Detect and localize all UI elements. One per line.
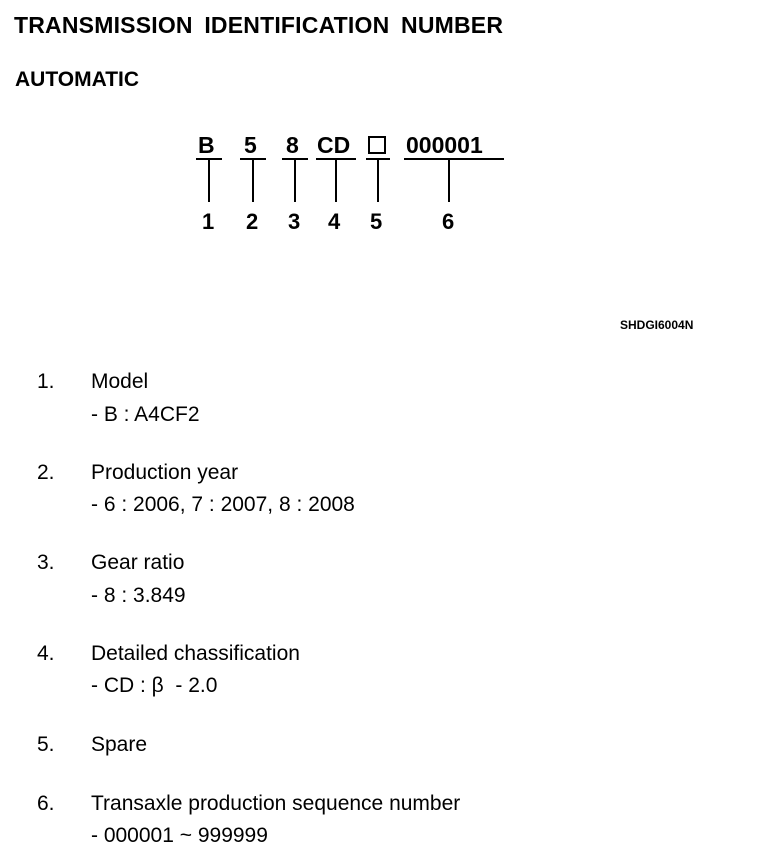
item-title-1: Model [91, 370, 149, 393]
item-title-4: Detailed chassification [91, 642, 300, 665]
underline-6 [404, 158, 504, 160]
code-char-model: B [198, 132, 215, 158]
code-number-3: 3 [288, 209, 301, 234]
item-number-6: 6. [37, 792, 55, 815]
item-title-6: Transaxle production sequence number [91, 792, 461, 815]
item-title-3: Gear ratio [91, 551, 185, 574]
code-char-year: 5 [244, 132, 257, 158]
connector-3 [294, 160, 296, 202]
item-number-3: 3. [37, 551, 55, 574]
item-title-2: Production year [91, 461, 239, 484]
code-number-6: 6 [442, 209, 455, 234]
code-char-gear: 8 [286, 132, 299, 158]
item-number-1: 1. [37, 370, 55, 393]
section-subtitle: AUTOMATIC [15, 68, 140, 91]
item-detail-6: - 000001 ~ 999999 [91, 824, 268, 847]
code-number-5: 5 [370, 209, 383, 234]
connector-1 [208, 160, 210, 202]
connector-4 [335, 160, 337, 202]
item-detail-1: - B : A4CF2 [91, 403, 200, 426]
code-number-1: 1 [202, 209, 215, 234]
figure-id: SHDGI6004N [620, 318, 694, 332]
spare-box-icon [368, 136, 386, 154]
item-number-5: 5. [37, 733, 55, 756]
page-title: TRANSMISSION IDENTIFICATION NUMBER [14, 12, 504, 38]
code-number-4: 4 [328, 209, 341, 234]
item-number-4: 4. [37, 642, 55, 665]
code-number-2: 2 [246, 209, 259, 234]
code-char-sequence: 000001 [406, 132, 483, 158]
item-number-2: 2. [37, 461, 55, 484]
connector-6 [448, 160, 450, 202]
connector-2 [252, 160, 254, 202]
item-detail-2: - 6 : 2006, 7 : 2007, 8 : 2008 [91, 493, 355, 516]
item-detail-4: - CD : β - 2.0 [91, 674, 218, 697]
item-detail-3: - 8 : 3.849 [91, 584, 186, 607]
code-char-class: CD [317, 132, 351, 158]
connector-5 [377, 160, 379, 202]
item-title-5: Spare [91, 733, 148, 756]
